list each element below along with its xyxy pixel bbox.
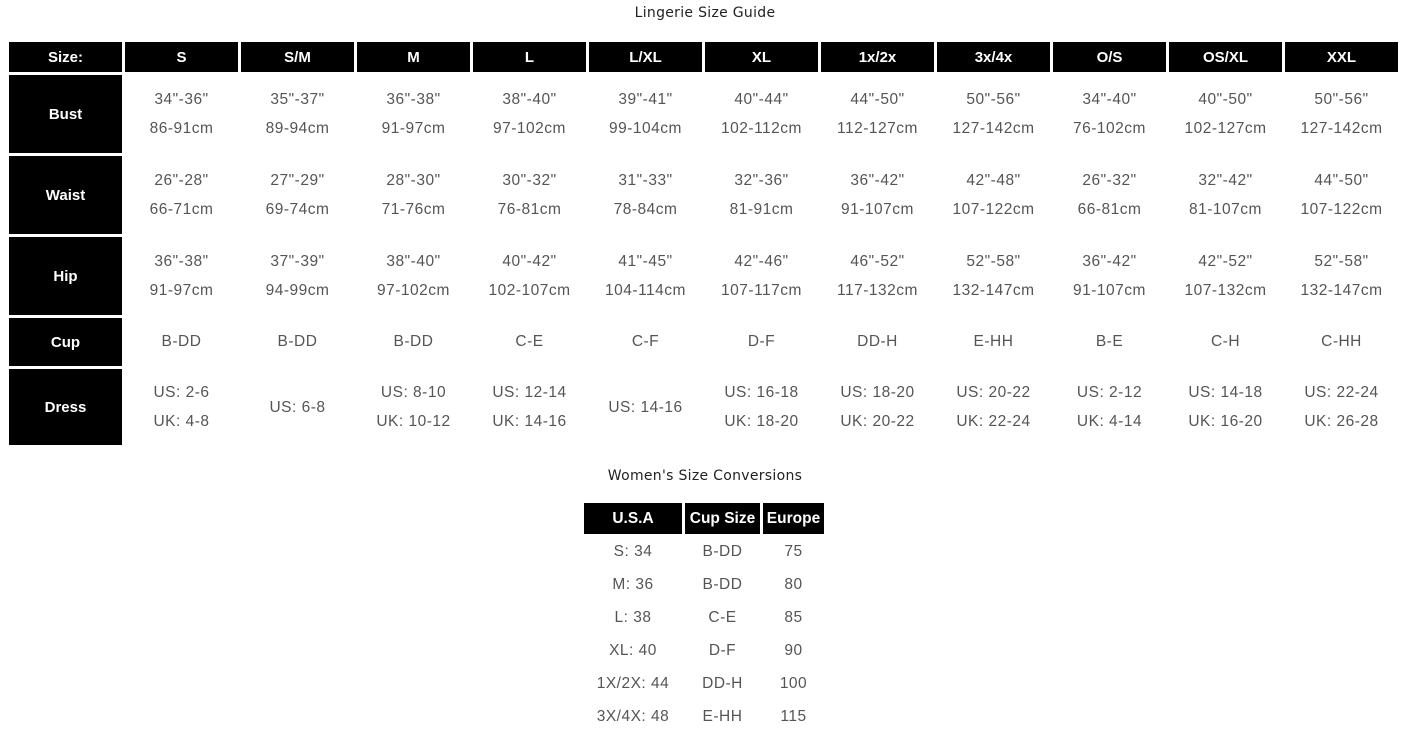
waist-row-label: Waist [9, 156, 122, 234]
hip-value-line: 94-99cm [265, 282, 330, 299]
bust-value-line: 39"-41" [618, 91, 673, 108]
hip-cell [821, 237, 934, 315]
bust-value-line: 34"-36" [154, 91, 209, 108]
hip-value-line: 91-97cm [149, 282, 214, 299]
dress-value-line: UK: 20-22 [840, 413, 915, 430]
hip-cell [1285, 237, 1398, 315]
dress-cell [357, 369, 470, 445]
dress-cell [1053, 369, 1166, 445]
conversion-column-header: Europe [763, 503, 824, 534]
bust-value-line: 50"-56" [966, 91, 1021, 108]
size-column-header: 3x/4x [937, 42, 1050, 72]
conversion-cell: 90 [784, 642, 803, 659]
conversion-row [584, 537, 824, 567]
bust-cell [125, 75, 238, 153]
dress-value-line: US: 2-12 [1076, 384, 1143, 401]
hip-value-line: 37"-39" [270, 253, 325, 270]
waist-value-line: 42"-48" [966, 172, 1021, 189]
hip-value-line: 91-107cm [1073, 282, 1146, 299]
bust-cell [357, 75, 470, 153]
conversion-cell: 1X/2X: 44 [596, 675, 670, 692]
hip-value-line: 107-117cm [721, 282, 802, 299]
lingerie-size-table [6, 39, 1401, 448]
waist-cell [589, 156, 702, 234]
dress-cell [473, 369, 586, 445]
conversion-cell: L: 38 [614, 609, 652, 626]
size-conversion-table [581, 500, 827, 735]
bust-cell [1285, 75, 1398, 153]
bust-value-line: 34"-40" [1082, 91, 1137, 108]
waist-row [9, 156, 1398, 234]
bust-cell [1169, 75, 1282, 153]
hip-cell [1169, 237, 1282, 315]
dress-value-line: US: 16-18 [724, 384, 799, 401]
dress-cell [241, 369, 354, 445]
hip-value-line: 52"-58" [966, 253, 1021, 270]
waist-value-line: 76-81cm [497, 201, 562, 218]
hip-value-line: 46"-52" [850, 253, 905, 270]
bust-value-line: 44"-50" [850, 91, 905, 108]
hip-value-line: 97-102cm [377, 282, 450, 299]
waist-value-line: 107-122cm [1300, 201, 1383, 218]
hip-value-line: 132-147cm [1300, 282, 1383, 299]
cup-cell: C-H [1210, 333, 1241, 350]
dress-value-line: US: 14-16 [608, 398, 683, 416]
dress-value-line: UK: 4-14 [1076, 413, 1143, 430]
conversion-cell: B-DD [702, 543, 743, 560]
waist-value-line: 31"-33" [618, 172, 673, 189]
hip-value-line: 52"-58" [1314, 253, 1369, 270]
bust-cell [705, 75, 818, 153]
cup-cell: B-DD [277, 333, 318, 350]
waist-value-line: 32"-36" [734, 172, 789, 189]
size-column-header: O/S [1053, 42, 1166, 72]
hip-cell [1053, 237, 1166, 315]
conversion-cell: E-HH [702, 708, 743, 725]
bust-value-line: 102-112cm [721, 120, 802, 137]
waist-cell [241, 156, 354, 234]
bust-cell [937, 75, 1050, 153]
bust-value-line: 50"-56" [1314, 91, 1369, 108]
waist-cell [821, 156, 934, 234]
dress-value-line: UK: 22-24 [956, 413, 1031, 430]
cup-cell: B-DD [393, 333, 434, 350]
waist-value-line: 71-76cm [381, 201, 446, 218]
dress-value-line: UK: 26-28 [1304, 413, 1379, 430]
conversion-row [584, 636, 824, 666]
hip-value-line: 36"-38" [154, 253, 209, 270]
size-column-header: L/XL [589, 42, 702, 72]
conversion-cell: S: 34 [613, 543, 653, 560]
dress-value-line: UK: 4-8 [153, 413, 210, 430]
dress-value-line: US: 20-22 [956, 384, 1031, 401]
hip-cell [357, 237, 470, 315]
bust-value-line: 40"-44" [734, 91, 789, 108]
waist-cell [937, 156, 1050, 234]
conversion-header-row [584, 503, 824, 534]
hip-cell [473, 237, 586, 315]
dress-cell [705, 369, 818, 445]
dress-row [9, 369, 1398, 445]
waist-value-line: 26"-28" [154, 172, 209, 189]
hip-cell [241, 237, 354, 315]
bust-value-line: 76-102cm [1073, 120, 1146, 137]
conversion-row [584, 702, 824, 732]
size-header-row [9, 42, 1398, 72]
dress-cell [589, 369, 702, 445]
bust-value-line: 102-127cm [1184, 120, 1267, 137]
waist-value-line: 44"-50" [1314, 172, 1369, 189]
hip-value-line: 102-107cm [488, 282, 571, 299]
waist-cell [1053, 156, 1166, 234]
hip-value-line: 40"-42" [502, 253, 557, 270]
size-header-label: Size: [9, 42, 122, 72]
conversion-row [584, 669, 824, 699]
dress-cell [1169, 369, 1282, 445]
dress-value-line: UK: 14-16 [492, 413, 567, 430]
bust-value-line: 35"-37" [270, 91, 325, 108]
conversion-cell: DD-H [702, 675, 743, 692]
size-column-header: 1x/2x [821, 42, 934, 72]
bust-cell [241, 75, 354, 153]
waist-value-line: 32"-42" [1198, 172, 1253, 189]
conversion-cell: 115 [780, 708, 807, 725]
waist-value-line: 107-122cm [952, 201, 1035, 218]
dress-value-line: US: 6-8 [269, 398, 326, 416]
bust-cell [1053, 75, 1166, 153]
conversion-title: Women's Size Conversions [607, 468, 803, 484]
hip-cell [937, 237, 1050, 315]
hip-value-line: 132-147cm [952, 282, 1035, 299]
waist-cell [705, 156, 818, 234]
dress-value-line: US: 18-20 [840, 384, 915, 401]
dress-value-line: US: 8-10 [380, 384, 447, 401]
size-column-header: OS/XL [1169, 42, 1282, 72]
conversion-cell: C-E [708, 609, 737, 626]
bust-row-label: Bust [9, 75, 122, 153]
hip-value-line: 104-114cm [605, 282, 686, 299]
bust-value-line: 127-142cm [952, 120, 1035, 137]
conversion-cell: M: 36 [612, 576, 654, 593]
dress-cell [1285, 369, 1398, 445]
cup-cell: D-F [747, 333, 776, 350]
conversion-cell: 3X/4X: 48 [596, 708, 670, 725]
size-column-header: S [125, 42, 238, 72]
waist-value-line: 30"-32" [502, 172, 557, 189]
hip-cell [589, 237, 702, 315]
dress-cell [937, 369, 1050, 445]
waist-cell [1285, 156, 1398, 234]
hip-value-line: 38"-40" [386, 253, 441, 270]
conversion-cell: D-F [708, 642, 737, 659]
hip-value-line: 41"-45" [618, 253, 673, 270]
bust-value-line: 112-127cm [837, 120, 918, 137]
dress-value-line: US: 2-6 [153, 384, 210, 401]
bust-value-line: 36"-38" [386, 91, 441, 108]
dress-value-line: US: 22-24 [1304, 384, 1379, 401]
waist-value-line: 36"-42" [850, 172, 905, 189]
dress-cell [125, 369, 238, 445]
bust-cell [473, 75, 586, 153]
waist-cell [357, 156, 470, 234]
size-guide-title: Lingerie Size Guide [634, 5, 776, 21]
conversion-row [584, 570, 824, 600]
waist-cell [473, 156, 586, 234]
size-column-header: L [473, 42, 586, 72]
conversion-column-header: U.S.A [584, 503, 682, 534]
bust-cell [589, 75, 702, 153]
dress-cell [821, 369, 934, 445]
size-column-header: XXL [1285, 42, 1398, 72]
bust-value-line: 86-91cm [149, 120, 214, 137]
cup-cell: C-F [631, 333, 660, 350]
dress-value-line: US: 12-14 [492, 384, 567, 401]
cup-cell: DD-H [857, 333, 898, 350]
cup-cell: B-DD [161, 333, 202, 350]
bust-value-line: 38"-40" [502, 91, 557, 108]
hip-cell [705, 237, 818, 315]
waist-value-line: 66-71cm [149, 201, 214, 218]
conversion-cell: 80 [784, 576, 803, 593]
waist-value-line: 66-81cm [1077, 201, 1142, 218]
waist-value-line: 81-107cm [1189, 201, 1262, 218]
size-column-header: M [357, 42, 470, 72]
dress-row-label: Dress [9, 369, 122, 445]
waist-value-line: 28"-30" [386, 172, 441, 189]
dress-value-line: UK: 10-12 [376, 413, 451, 430]
hip-value-line: 36"-42" [1082, 253, 1137, 270]
waist-value-line: 91-107cm [841, 201, 914, 218]
bust-value-line: 89-94cm [265, 120, 330, 137]
hip-value-line: 117-132cm [837, 282, 918, 299]
waist-value-line: 69-74cm [265, 201, 330, 218]
conversion-cell: 100 [779, 675, 808, 692]
cup-cell: C-HH [1321, 333, 1362, 350]
conversion-cell: 85 [784, 609, 803, 626]
dress-value-line: UK: 18-20 [724, 413, 799, 430]
size-column-header: XL [705, 42, 818, 72]
conversion-cell: B-DD [702, 576, 743, 593]
conversion-body [584, 537, 824, 732]
conversion-cell: 75 [784, 543, 803, 560]
cup-cell: C-E [515, 333, 544, 350]
conversion-row [584, 603, 824, 633]
hip-row-label: Hip [9, 237, 122, 315]
hip-value-line: 42"-52" [1198, 253, 1253, 270]
cup-cell: B-E [1095, 333, 1124, 350]
bust-value-line: 97-102cm [493, 120, 566, 137]
waist-cell [1169, 156, 1282, 234]
dress-value-line: UK: 16-20 [1188, 413, 1263, 430]
hip-row [9, 237, 1398, 315]
cup-row-label: Cup [9, 318, 122, 366]
waist-value-line: 81-91cm [729, 201, 794, 218]
bust-value-line: 91-97cm [381, 120, 446, 137]
hip-value-line: 107-132cm [1184, 282, 1267, 299]
bust-row [9, 75, 1398, 153]
size-column-header: S/M [241, 42, 354, 72]
hip-cell [125, 237, 238, 315]
waist-cell [125, 156, 238, 234]
hip-value-line: 42"-46" [734, 253, 789, 270]
conversion-cell: XL: 40 [609, 642, 657, 659]
bust-value-line: 99-104cm [609, 120, 682, 137]
bust-cell [821, 75, 934, 153]
conversion-column-header: Cup Size [685, 503, 760, 534]
bust-value-line: 40"-50" [1198, 91, 1253, 108]
dress-value-line: US: 14-18 [1188, 384, 1263, 401]
waist-value-line: 27"-29" [270, 172, 325, 189]
waist-value-line: 78-84cm [613, 201, 678, 218]
waist-value-line: 26"-32" [1082, 172, 1137, 189]
cup-row [9, 318, 1398, 366]
bust-value-line: 127-142cm [1300, 120, 1383, 137]
cup-cell: E-HH [973, 333, 1014, 350]
